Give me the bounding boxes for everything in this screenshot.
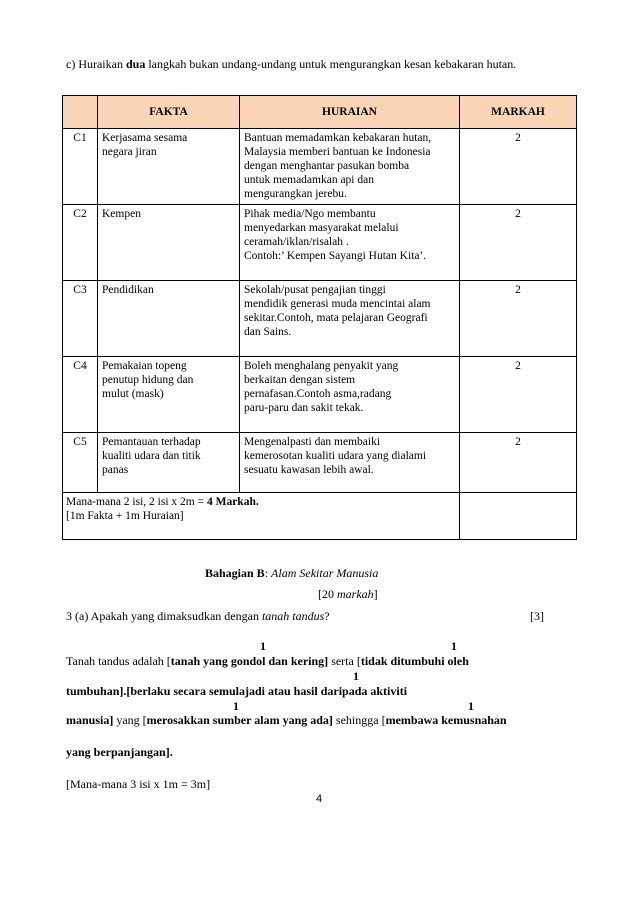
row-huraian: Pihak media/Ngo membantu menyedarkan masyarakat melalui ceramah/iklan/risalah . Contoh:’ Kempen Sayangi Hutan Kita’. bbox=[240, 205, 460, 281]
row-markah: 2 bbox=[460, 281, 577, 357]
section-b-title: Bahagian B: Alam Sekitar Manusia bbox=[205, 566, 379, 580]
row-markah: 2 bbox=[460, 129, 577, 205]
page-number: 4 bbox=[316, 793, 323, 805]
header-blank bbox=[63, 96, 98, 129]
row-fakta: Pemakaian topeng penutup hidung dan mulut (mask) bbox=[98, 357, 240, 433]
table-footer-row bbox=[63, 493, 577, 540]
header-fakta: FAKTA bbox=[98, 96, 240, 129]
row-huraian: Sekolah/pusat pengajian tinggi mendidik generasi muda mencintai alam sekitar.Contoh, mata pelajaran Geografi dan Sains. bbox=[240, 281, 460, 357]
row-fakta: Pendidikan bbox=[98, 281, 240, 357]
table-row bbox=[63, 205, 577, 281]
answer-line-3: manusia] yang [merosakkan sumber alam yang ada] sehingga [membawa kemusnahan bbox=[66, 713, 507, 727]
row-markah: 2 bbox=[460, 205, 577, 281]
row-code: C1 bbox=[63, 129, 98, 205]
header-huraian: HURAIAN bbox=[240, 96, 460, 129]
row-code: C5 bbox=[63, 433, 98, 493]
row-markah: 2 bbox=[460, 433, 577, 493]
table-row bbox=[63, 281, 577, 357]
mark-digit: 1 bbox=[233, 699, 239, 713]
answer-table bbox=[62, 95, 577, 540]
row-code: C3 bbox=[63, 281, 98, 357]
row-markah: 2 bbox=[460, 357, 577, 433]
row-fakta: Kerjasama sesama negara jiran bbox=[98, 129, 240, 205]
answer-line-1: Tanah tandus adalah [tanah yang gondol dan kering] serta [tidak ditumbuhi oleh bbox=[66, 654, 469, 668]
row-code: C4 bbox=[63, 357, 98, 433]
table-row bbox=[63, 129, 577, 205]
footer-note: Mana-mana 2 isi, 2 isi x 2m = 4 Markah. [1m Fakta + 1m Huraian] bbox=[63, 493, 460, 540]
answer-line-2: tumbuhan].[berlaku secara semulajadi atau hasil daripada aktiviti bbox=[66, 684, 408, 698]
mark-digit: 1 bbox=[353, 669, 359, 683]
table-row bbox=[63, 433, 577, 493]
mark-digit: 1 bbox=[260, 639, 266, 653]
answer-line-4: yang berpanjangan]. bbox=[66, 745, 173, 759]
row-code: C2 bbox=[63, 205, 98, 281]
header-markah: MARKAH bbox=[460, 96, 577, 129]
row-huraian: Boleh menghalang penyakit yang berkaitan dengan sistem pernafasan.Contoh asma,radang paru-paru dan sakit tekak. bbox=[240, 357, 460, 433]
mark-digit: 1 bbox=[468, 699, 474, 713]
footer-blank bbox=[460, 493, 577, 540]
question-3a-marks: [3] bbox=[530, 609, 544, 623]
row-huraian: Mengenalpasti dan membaiki kemerosotan kualiti udara yang dialami sesuatu kawasan lebih awal. bbox=[240, 433, 460, 493]
row-fakta: Pemantauan terhadap kualiti udara dan titik panas bbox=[98, 433, 240, 493]
table-header-row bbox=[63, 96, 577, 129]
answer-footer: [Mana-mana 3 isi x 1m = 3m] bbox=[66, 777, 211, 791]
mark-digit: 1 bbox=[451, 639, 457, 653]
row-huraian: Bantuan memadamkan kebakaran hutan, Malaysia memberi bantuan ke Indonesia dengan menghantar pasukan bomba untuk memadamkan api dan mengurangkan jerebu. bbox=[240, 129, 460, 205]
section-b-marks: [20 markah] bbox=[318, 587, 378, 601]
table-row bbox=[63, 357, 577, 433]
question-3a: 3 (a) Apakah yang dimaksudkan dengan tanah tandus? bbox=[66, 609, 330, 623]
row-fakta: Kempen bbox=[98, 205, 240, 281]
question-c: c) Huraikan dua langkah bukan undang-undang untuk mengurangkan kesan kebakaran hutan. bbox=[66, 57, 517, 71]
